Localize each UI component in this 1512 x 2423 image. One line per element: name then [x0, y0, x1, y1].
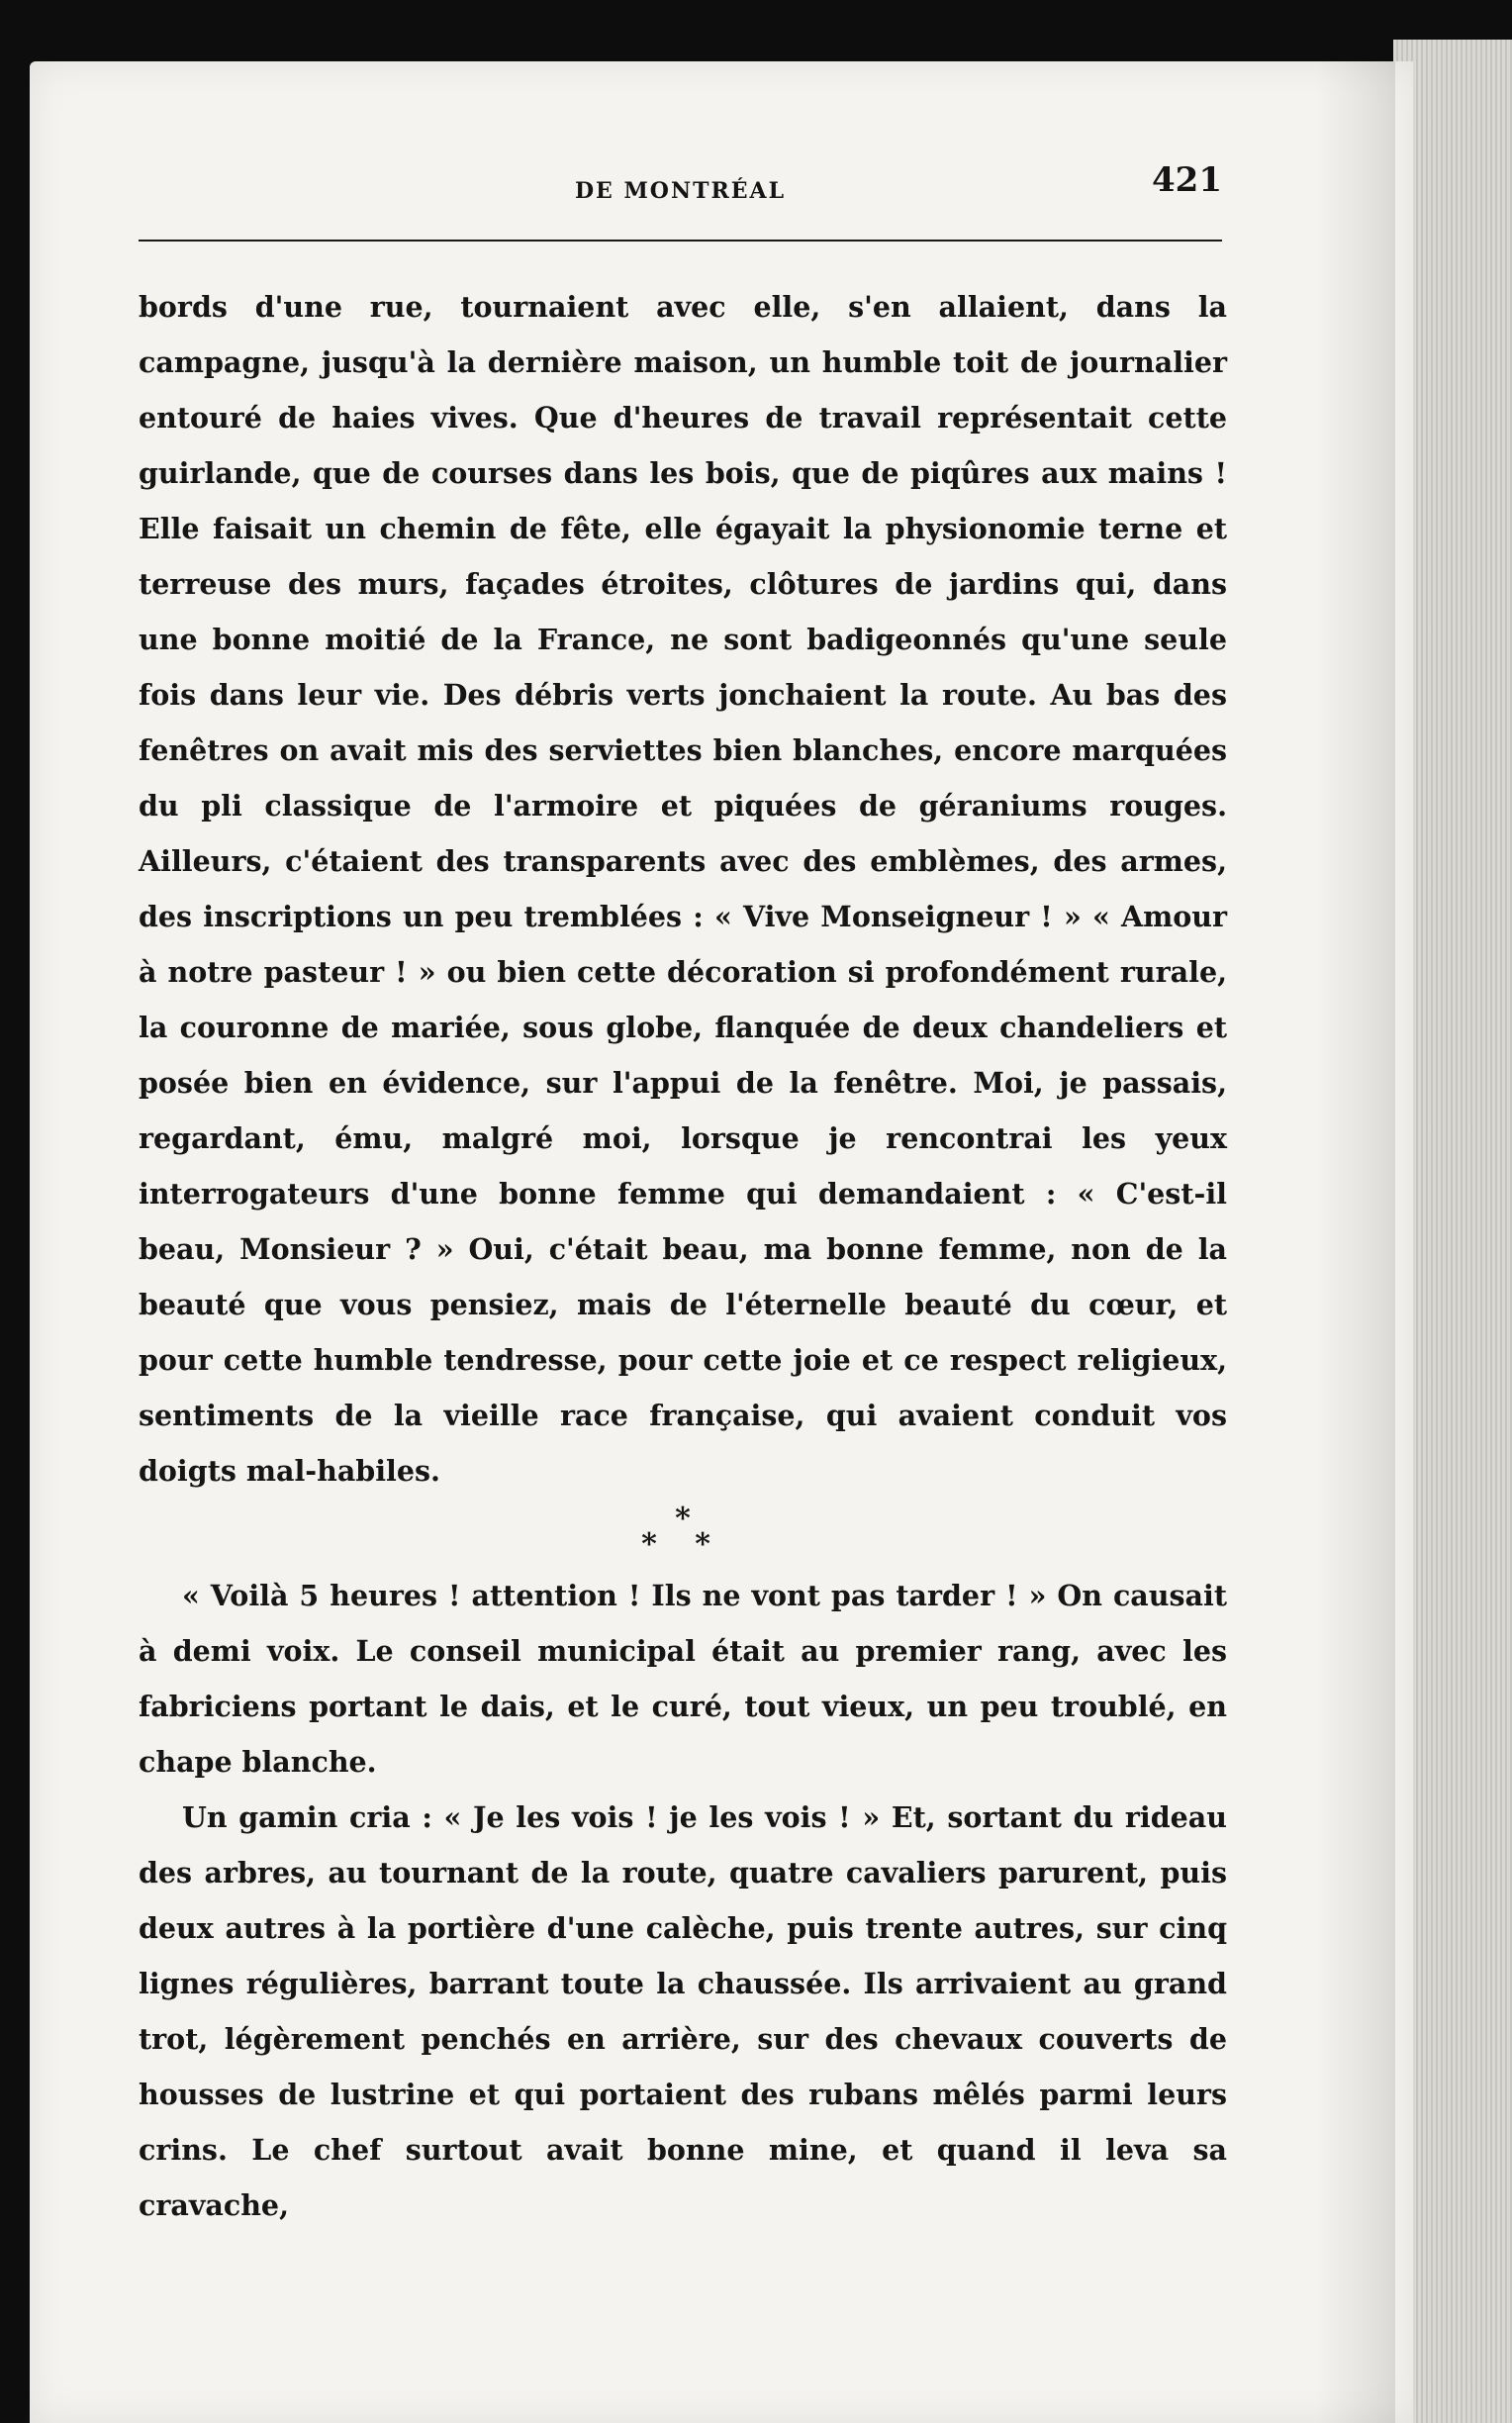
paragraph-2: « Voilà 5 heures ! attention ! Ils ne vont pas tarder ! » On causait à demi voix. Le conseil municipal était au premier rang, avec les fabriciens portant le dais, et le curé, tout vieux, un peu troublé, en chape blanche.: [139, 1579, 1227, 1779]
section-separator: [139, 1499, 1227, 1568]
page-number: 421: [1152, 160, 1222, 200]
separator-top: *: [675, 1502, 691, 1536]
separator-bottom: * *: [641, 1527, 724, 1562]
header-rule: [139, 240, 1222, 242]
gutter-shadow: [1316, 61, 1395, 2423]
body-text: [139, 279, 1227, 2233]
paragraph-1: bords d'une rue, tournaient avec elle, s'en allaient, dans la campagne, jusqu'à la dernière maison, un humble toit de journalier entouré de haies vives. Que d'heures de travail représentait cette guirlande, que de courses dans les bois, que de piqûres aux mains ! Elle faisait un chemin de fête, elle égayait la physionomie terne et terreuse des murs, façades étroites, clôtures de jardins qui, dans une bonne moitié de la France, ne sont badigeonnés qu'une seule fois dans leur vie. Des débris verts jonchaient la route. Au bas des fenêtres on avait mis des serviettes bien blanches, encore marquées du pli classique de l'armoire et piquées de géraniums rouges. Ailleurs, c'étaient des transparents avec des emblèmes, des armes, des inscriptions un peu tremblées : « Vive Monseigneur ! » « Amour à notre pasteur ! » ou bien cette décoration si profondément rurale, la couronne de mariée, sous globe, flanquée de deux chandeliers et posée bien en évidence, sur l'appui de la fenêtre. Moi, je passais, regardant, ému, malgré moi, lorsque je rencontrai les yeux interrogateurs d'une bonne femme qui demandaient : « C'est-il beau, Monsieur ? » Oui, c'était beau, ma bonne femme, non de la beauté que vous pensiez, mais de l'éternelle beauté du cœur, et pour cette humble tendresse, pour cette joie et ce respect religieux, sentiments de la vieille race française, qui avaient conduit vos doigts mal-habiles.: [139, 290, 1227, 1488]
running-head: DE MONTRÉAL: [574, 178, 787, 204]
paragraph-3: Un gamin cria : « Je les vois ! je les vois ! » Et, sortant du rideau des arbres, au tournant de la route, quatre cavaliers parurent, puis deux autres à la portière d'une calèche, puis trente autres, sur cinq lignes régulières, barrant toute la chaussée. Ils arrivaient au grand trot, légèrement penchés en arrière, sur des chevaux couverts de housses de lustrine et qui portaient des rubans mêlés parmi leurs crins. Le chef surtout avait bonne mine, et quand il leva sa cravache,: [139, 1800, 1227, 2222]
page-header: [139, 148, 1222, 208]
